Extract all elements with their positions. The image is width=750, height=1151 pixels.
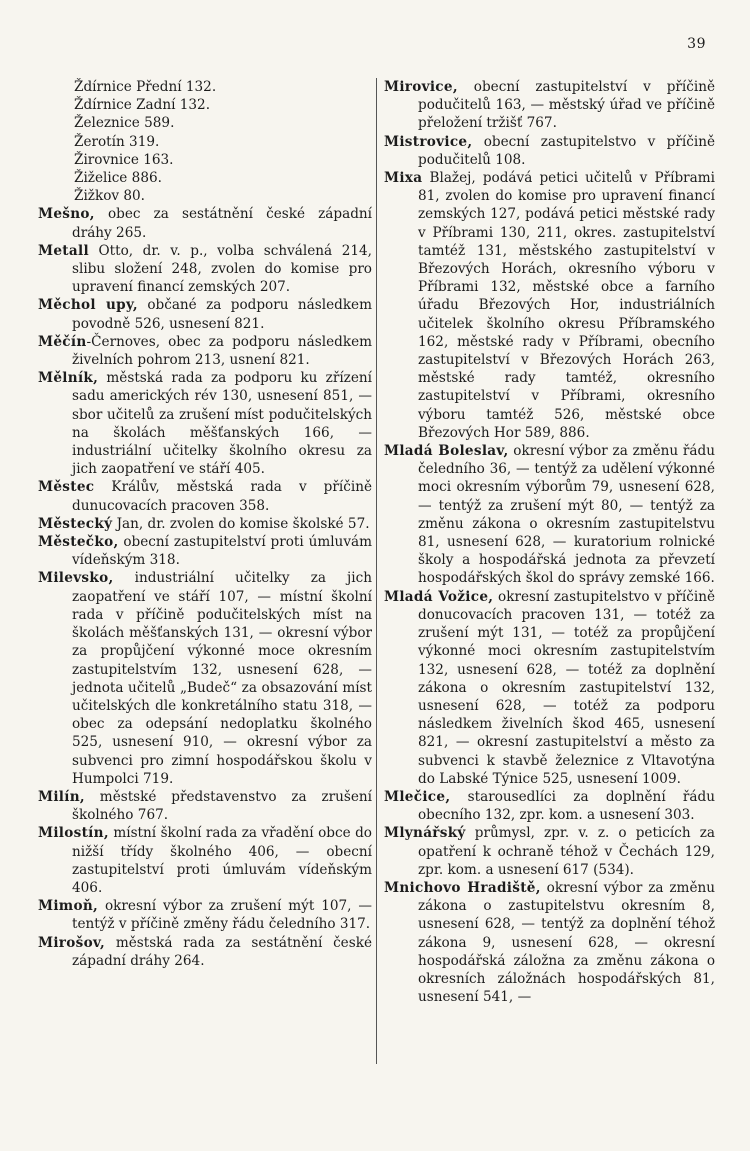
- entry-text: okresní výbor za zrušení mýt 107, — tentýž v příčině změny řádu čeledního 317.: [72, 898, 372, 933]
- index-entry: [38, 169, 372, 187]
- entry-heading: Mnichovo Hradiště,: [384, 879, 541, 896]
- index-entry: [38, 533, 372, 569]
- index-entry: [38, 333, 372, 369]
- entry-heading: Měčín: [38, 333, 87, 350]
- entry-heading: Mimoň,: [38, 898, 99, 915]
- left-column: [38, 78, 372, 970]
- entry-heading: Mešno,: [38, 206, 95, 223]
- entry-heading: Mixa: [384, 170, 423, 187]
- entry-text: městské představenstvo za zrušení školného 767.: [72, 788, 372, 824]
- entry-heading: Metall: [38, 242, 89, 259]
- entry-text: obec za sestátnění české západní dráhy 265.: [72, 206, 372, 241]
- entry-text: Železnice 589.: [74, 115, 175, 132]
- index-entry: [38, 788, 372, 824]
- entry-text: městská rada za sestátnění české západní dráhy 264.: [72, 934, 372, 969]
- index-entry: [38, 151, 372, 169]
- entry-text: městská rada za podporu ku zřízení sadu amerických rév 130, usnesení 851, — sbor učitelů za zrušení míst podučitelských na školách měšťanských 166, — industriální učitelky školního okresu za jich zaopatření ve stáří 405.: [72, 370, 372, 478]
- entry-text: industriální učitelky za jich zaopatření ve stáří 107, — místní školní rada v příčině podučitelských míst na školách měšťanských 131, — okresní výbor za propůjčení výkonné moce okresním zastupitelstvím 132, usnesení 628, — jednota učitelů „Budeč“ za obsazování míst učitelských dle konkretálního statu 318, — obec za odepsání nedoplatku školného 525, usnesení 910, — okresní výbor za subvenci pro zimní hospodářskou školu v Humpolci 719.: [72, 570, 372, 787]
- index-entry: [384, 788, 715, 824]
- entry-text: Králův, městská rada v příčině dunucovacích pracoven 358.: [72, 479, 372, 514]
- index-entry: [38, 478, 372, 514]
- entry-text: okresní zastupitelstvo v příčině donucovacích pracoven 131, — totéž za zrušení mýt 131, — totéž za propůjčení výkonné moci okresním zastupitelstvím 132, usnesení 628, — totéž za doplnění zákona o okresním zastupitelství 132, usnesení 628, — totéž za podporu následkem živelních škod 465, usnesení 821, — okresní zastupitelství a město za subvenci k stavbě železnice z Vltavotýna do Labské Týnice 525, usnesení 1009.: [418, 588, 716, 787]
- index-entry: [384, 879, 715, 1006]
- entry-heading: Milostín,: [38, 825, 109, 842]
- entry-text: obecní zastupitelství proti úmluvám vídeňským 318.: [72, 534, 372, 569]
- entry-heading: Mlečice,: [384, 788, 451, 805]
- entry-text: průmysl, zpr. v. z. o peticích za opatření k ochraně téhož v Čechách 129, zpr. kom. a usnesení 617 (534).: [418, 825, 715, 878]
- page-number: 39: [687, 36, 706, 52]
- index-entry: [384, 824, 715, 879]
- index-entry: [38, 205, 372, 241]
- index-entry: [38, 515, 372, 533]
- entry-heading: Mirovice,: [384, 79, 458, 95]
- entry-text: občané za podporu následkem povodně 526, usnesení 821.: [72, 297, 372, 332]
- index-entry: [38, 78, 372, 96]
- index-entry: [384, 78, 715, 133]
- entry-text: obecní zastupitelstvo v příčině podučitelů 108.: [418, 133, 715, 168]
- index-entry: [38, 187, 372, 205]
- entry-heading: Městečko,: [38, 534, 119, 551]
- entry-text: okresní výbor za změnu řádu čeledního 36, — tentýž za udělení výkonné moci okresním výborům 79, usnesení 628, — tentýž za zrušení mýt 80, — tentýž za změnu zákona o okresním zastupitelstvu 81, usnesení 628, — kuratorium rolnické školy a hospodářská jednota za převzetí hospodářských škol do správy zemské 166.: [418, 443, 715, 587]
- index-entry: [38, 96, 372, 114]
- entry-text: Otto, dr. v. p., volba schválená 214, slibu složení 248, zvolen do komise pro upravení financí zemských 207.: [72, 242, 372, 296]
- index-entry: [38, 369, 372, 478]
- entry-heading: Milevsko,: [38, 570, 114, 587]
- index-entry: [38, 114, 372, 132]
- index-entry: [38, 569, 372, 787]
- entry-heading: Milín,: [38, 788, 85, 805]
- entry-text: Jan, dr. zvolen do komise školské 57.: [112, 515, 370, 532]
- index-entry: [384, 588, 715, 788]
- entry-heading: Mistrovice,: [384, 133, 473, 150]
- entry-heading: Mlynářský: [384, 825, 466, 842]
- index-entry: [38, 133, 372, 151]
- entry-text: Žiželice 886.: [74, 170, 162, 187]
- entry-heading: Mladá Boleslav,: [384, 443, 509, 460]
- entry-heading: Mělník,: [38, 370, 99, 387]
- index-entry: [38, 824, 372, 897]
- entry-text: místní školní rada za vřadění obce do nižší třídy školného 406, — obecní zastupitelství proti úmluvám vídeňským 406.: [72, 825, 372, 896]
- entry-text: Ždírnice Přední 132.: [74, 79, 217, 95]
- column-divider: [376, 78, 377, 1064]
- entry-heading: Městecký: [38, 515, 113, 532]
- entry-text: okresní výbor za změnu zákona o zastupitelstvu okresním 8, usnesení 628, — tentýž za doplnění téhož zákona 9, usnesení 628, — okresní hospodářská záložna za změnu zákona o okresních záložnách hospodářských 81, usnesení 541, —: [418, 879, 716, 1006]
- entry-text: Žerotín 319.: [74, 133, 160, 150]
- index-entry: [38, 897, 372, 933]
- entry-text: obecní zastupitelství v příčině podučitelů 163, — městský úřad ve příčině přeložení tržišť 767.: [418, 79, 715, 132]
- entry-text: Žižkov 80.: [74, 188, 145, 205]
- entry-text: starousedlíci za doplnění řádu obecního 132, zpr. kom. a usnesení 303.: [418, 788, 715, 824]
- entry-heading: Městec: [38, 479, 95, 496]
- right-column: [384, 78, 715, 1006]
- entry-text: Žirovnice 163.: [74, 151, 174, 168]
- index-entry: [384, 442, 715, 588]
- entry-text: Blažej, podává petici učitelů v Příbrami 81, zvolen do komise pro upravení financí zemských 127, podává petici městské rady v Příbrami 130, 211, okres. zastupitelství tamtéž 131, městského zastupitelství v Březových Horách, okresního výboru v Příbrami 132, městské obce a farního úřadu Březových Hor, industriálních učitelek školního okresu Příbramského 162, městské rady v Příbrami, obecního zastupitelství v Březových Horách 263, městské rady tamtéž, okresního zastupitelství v Příbrami, okresního výboru tamtéž 526, městské obce Březových Hor 589, 886.: [418, 170, 715, 441]
- index-entry: [38, 934, 372, 970]
- index-entry: [384, 169, 715, 442]
- entry-heading: Měchol upy,: [38, 297, 138, 314]
- entry-text: Ždírnice Zadní 132.: [74, 97, 211, 114]
- entry-heading: Mirošov,: [38, 934, 106, 951]
- entry-heading: Mladá Vožice,: [384, 588, 494, 605]
- index-entry: [38, 296, 372, 332]
- index-entry: [38, 242, 372, 297]
- index-entry: [384, 133, 715, 169]
- entry-text: -Černoves, obec za podporu následkem živelních pohrom 213, usnení 821.: [72, 333, 372, 369]
